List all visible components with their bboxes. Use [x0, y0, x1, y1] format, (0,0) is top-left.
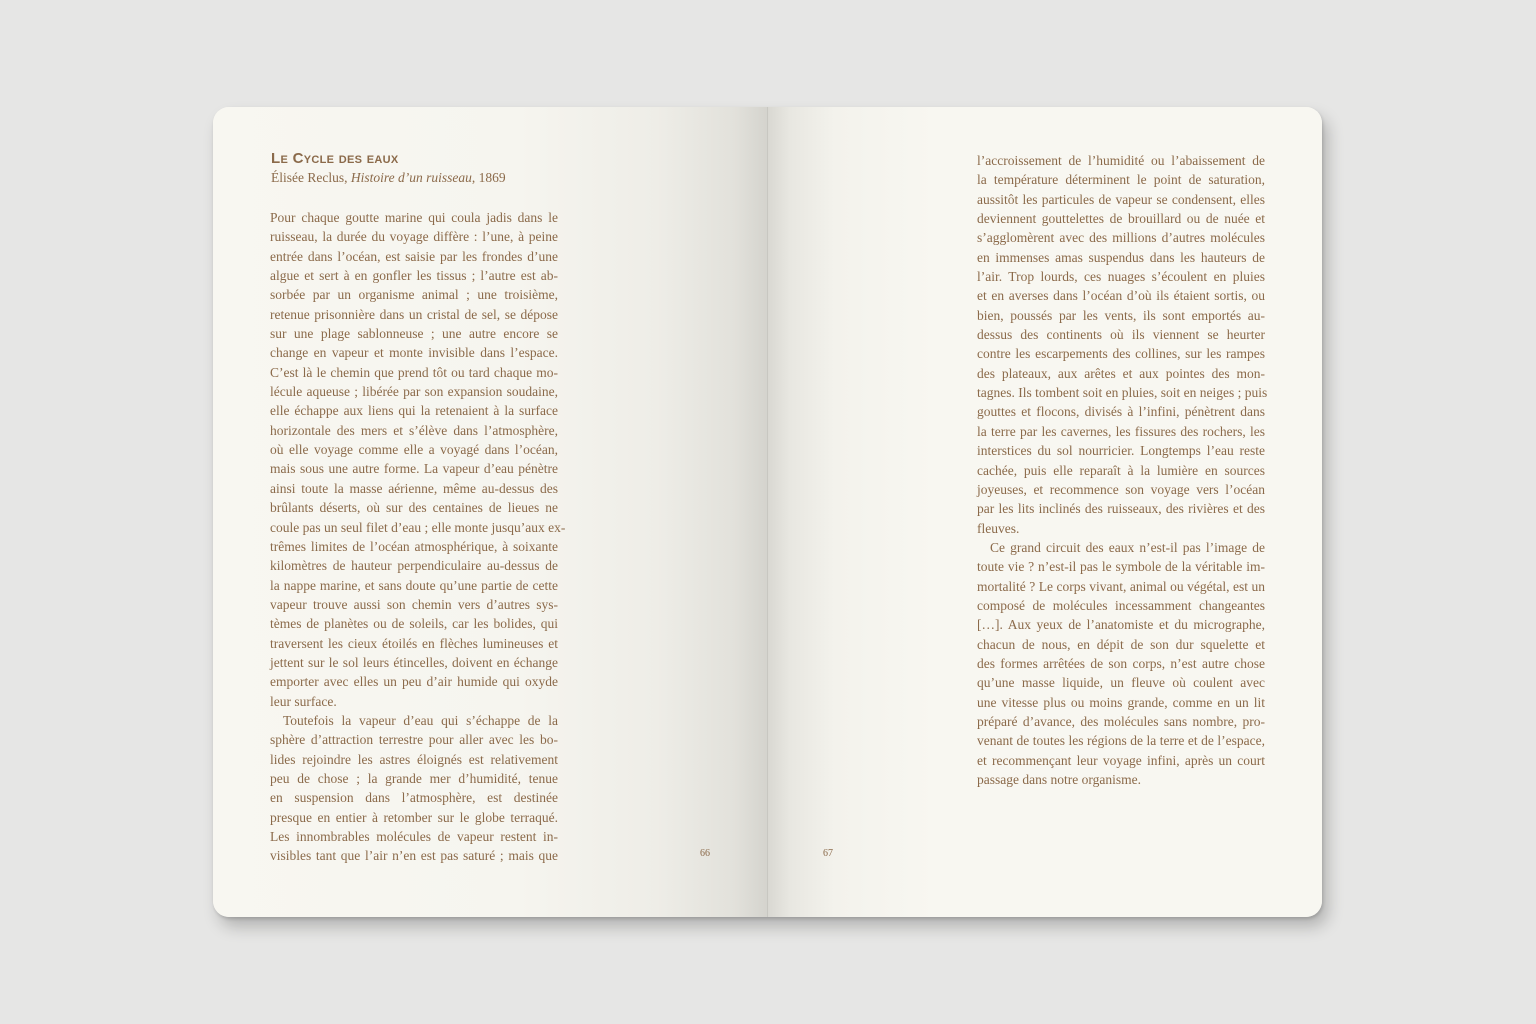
text-line: algue et sert à en gonfler les tissus ; l’autre est ab-	[270, 268, 558, 284]
open-book	[213, 107, 1322, 917]
text-line: brûlants déserts, où sur des centaines de lieues ne	[270, 500, 558, 516]
text-line: ruisseau, la durée du voyage diffère : l’une, à peine	[270, 229, 558, 245]
text-line: et recommençant leur voyage infini, après un court	[977, 752, 1265, 768]
text-line: gouttes et flocons, divisés à l’infini, pénètrent dans	[977, 404, 1265, 420]
text-line: emporter avec elles un peu d’air humide qui oxyde	[270, 674, 558, 690]
attribution-work: Histoire d’un ruisseau	[350, 170, 472, 185]
text-line: préparé d’avance, des molécules sans nombre, pro-	[977, 713, 1265, 729]
text-line: des formes arrêtées de son corps, n’est autre chose	[977, 655, 1265, 671]
text-line: venant de toutes les régions de la terre et de l’espace,	[977, 733, 1265, 749]
text-line: Pour chaque goutte marine qui coula jadis dans le	[270, 210, 558, 225]
left-body-text	[270, 208, 566, 866]
text-line: fleuves.	[977, 520, 1020, 536]
text-line: leur surface.	[270, 693, 337, 709]
text-line: sphère d’attraction terrestre pour aller avec les bo-	[270, 732, 558, 748]
text-line: par les lits inclinés des ruisseaux, des rivières et des	[977, 501, 1265, 517]
text-line: peu de chose ; la grande mer d’humidité, tenue	[270, 770, 558, 786]
text-line: et en averses dans l’océan d’où ils étaient sortis, ou	[977, 288, 1265, 304]
text-line: tèmes de planètes ou de soleils, car les bolides, qui	[270, 616, 558, 632]
text-line: qu’une masse liquide, un fleuve où coulent avec	[977, 675, 1265, 691]
text-line: en immenses amas suspendus dans les hauteurs de	[977, 249, 1265, 265]
text-line: dessus des continents où ils viennent se heurter	[977, 327, 1265, 343]
chapter-title: Le Cycle des eaux	[271, 150, 399, 167]
text-line: […]. Aux yeux de l’anatomiste et du micrographe,	[977, 617, 1265, 633]
text-line: deviennent gouttelettes de brouillard ou de nuée et	[977, 211, 1265, 227]
text-line: la nappe marine, et sans doute qu’une partie de cette	[270, 577, 558, 593]
text-line: elle échappe aux liens qui la retenaient à la surface	[270, 403, 558, 419]
text-line: trêmes limites de l’océan atmosphérique, à soixante	[270, 538, 558, 554]
page-number-left: 66	[700, 848, 710, 859]
text-line: une vitesse plus ou moins grande, comme en un lit	[977, 694, 1265, 710]
text-line: où elle voyage comme elle a voyagé dans l’océan,	[270, 442, 558, 458]
right-page	[768, 107, 1322, 917]
attribution-author: Élisée Reclus,	[271, 170, 351, 185]
text-line: kilomètres de hauteur perpendiculaire au-dessus de	[270, 558, 558, 574]
text-line: joyeuses, et recommence son voyage vers l’océan	[977, 481, 1265, 497]
text-line: cachée, puis elle reparaît à la lumière en sources	[977, 462, 1265, 478]
page-number-right: 67	[823, 848, 833, 859]
right-body-text	[977, 151, 1268, 789]
text-line: vapeur trouve aussi son chemin vers d’autres sys-	[270, 596, 558, 612]
text-line: la température déterminent le point de saturation,	[977, 172, 1265, 188]
text-line: aussitôt les particules de vapeur se condensent, elles	[977, 191, 1265, 207]
chapter-attribution	[271, 170, 506, 186]
text-line: Les innombrables molécules de vapeur restent in-	[270, 829, 558, 844]
text-line: presque en entier à retomber sur le globe terraqué.	[270, 809, 558, 825]
text-line: retenue prisonnière dans un cristal de sel, se dépose	[270, 306, 558, 322]
text-line: change en vapeur et monte invisible dans l’espace.	[270, 345, 558, 361]
text-line: composé de molécules incessamment changeantes	[977, 597, 1265, 613]
text-line: la terre par les cavernes, les fissures des rochers, les	[977, 423, 1265, 439]
text-line: Ce grand circuit des eaux n’est-il pas l’image de	[990, 539, 1265, 555]
text-line: sur une plage sablonneuse ; une autre encore se	[270, 326, 558, 342]
text-line: des plateaux, aux arêtes et aux pointes des mon-	[977, 365, 1265, 381]
text-line: visibles tant que l’air n’en est pas saturé ; mais que	[270, 848, 558, 864]
text-line: en suspension dans l’atmosphère, est destinée	[270, 790, 558, 806]
text-line: traversent les cieux étoilés en flèches lumineuses et	[270, 635, 558, 651]
text-line: l’air. Trop lourds, ces nuages s’écoulent en pluies	[977, 269, 1265, 285]
text-line: contre les escarpements des collines, sur les rampes	[977, 346, 1265, 362]
text-line: C’est là le chemin que prend tôt ou tard chaque mo-	[270, 364, 558, 380]
left-page	[213, 107, 768, 917]
text-line: chacun de nous, en dépit de son dur squelette et	[977, 636, 1265, 652]
text-line: jettent sur le sol leurs étincelles, doivent en échange	[270, 654, 558, 670]
text-line: mortalité ? Le corps vivant, animal ou végétal, est un	[977, 578, 1265, 594]
text-line: lécule aqueuse ; libérée par son expansion soudaine,	[270, 384, 558, 400]
text-line: lides rejoindre les astres éloignés est relativement	[270, 751, 558, 767]
text-line: passage dans notre organisme.	[977, 772, 1141, 787]
text-line: bien, poussés par les vents, ils sont emportés au-	[977, 307, 1265, 323]
text-line: coule pas un seul filet d’eau ; elle monte jusqu’aux ex-	[270, 519, 566, 535]
attribution-year: , 1869	[471, 170, 506, 185]
text-line: entrée dans l’océan, est saisie par les frondes d’une	[270, 248, 558, 264]
text-line: horizontale des mers et s’élève dans l’atmosphère,	[270, 422, 558, 438]
text-line: sorbée par un organisme animal ; une troisième,	[270, 287, 558, 303]
text-line: interstices du sol nourricier. Longtemps l’eau reste	[977, 443, 1265, 459]
text-line: mais sous une autre forme. La vapeur d’eau pénètre	[270, 461, 558, 477]
text-line: l’accroissement de l’humidité ou l’abaissement de	[977, 153, 1265, 168]
text-line: toute vie ? n’est-il pas le symbole de la véritable im-	[977, 559, 1265, 575]
text-line: tagnes. Ils tombent soit en pluies, soit en neiges ; puis	[977, 385, 1268, 401]
text-line: ainsi toute la masse aérienne, même au-dessus des	[270, 480, 558, 496]
text-line: s’agglomèrent avec des millions d’autres molécules	[977, 230, 1265, 246]
text-line: Toutefois la vapeur d’eau qui s’échappe de la	[283, 712, 558, 728]
